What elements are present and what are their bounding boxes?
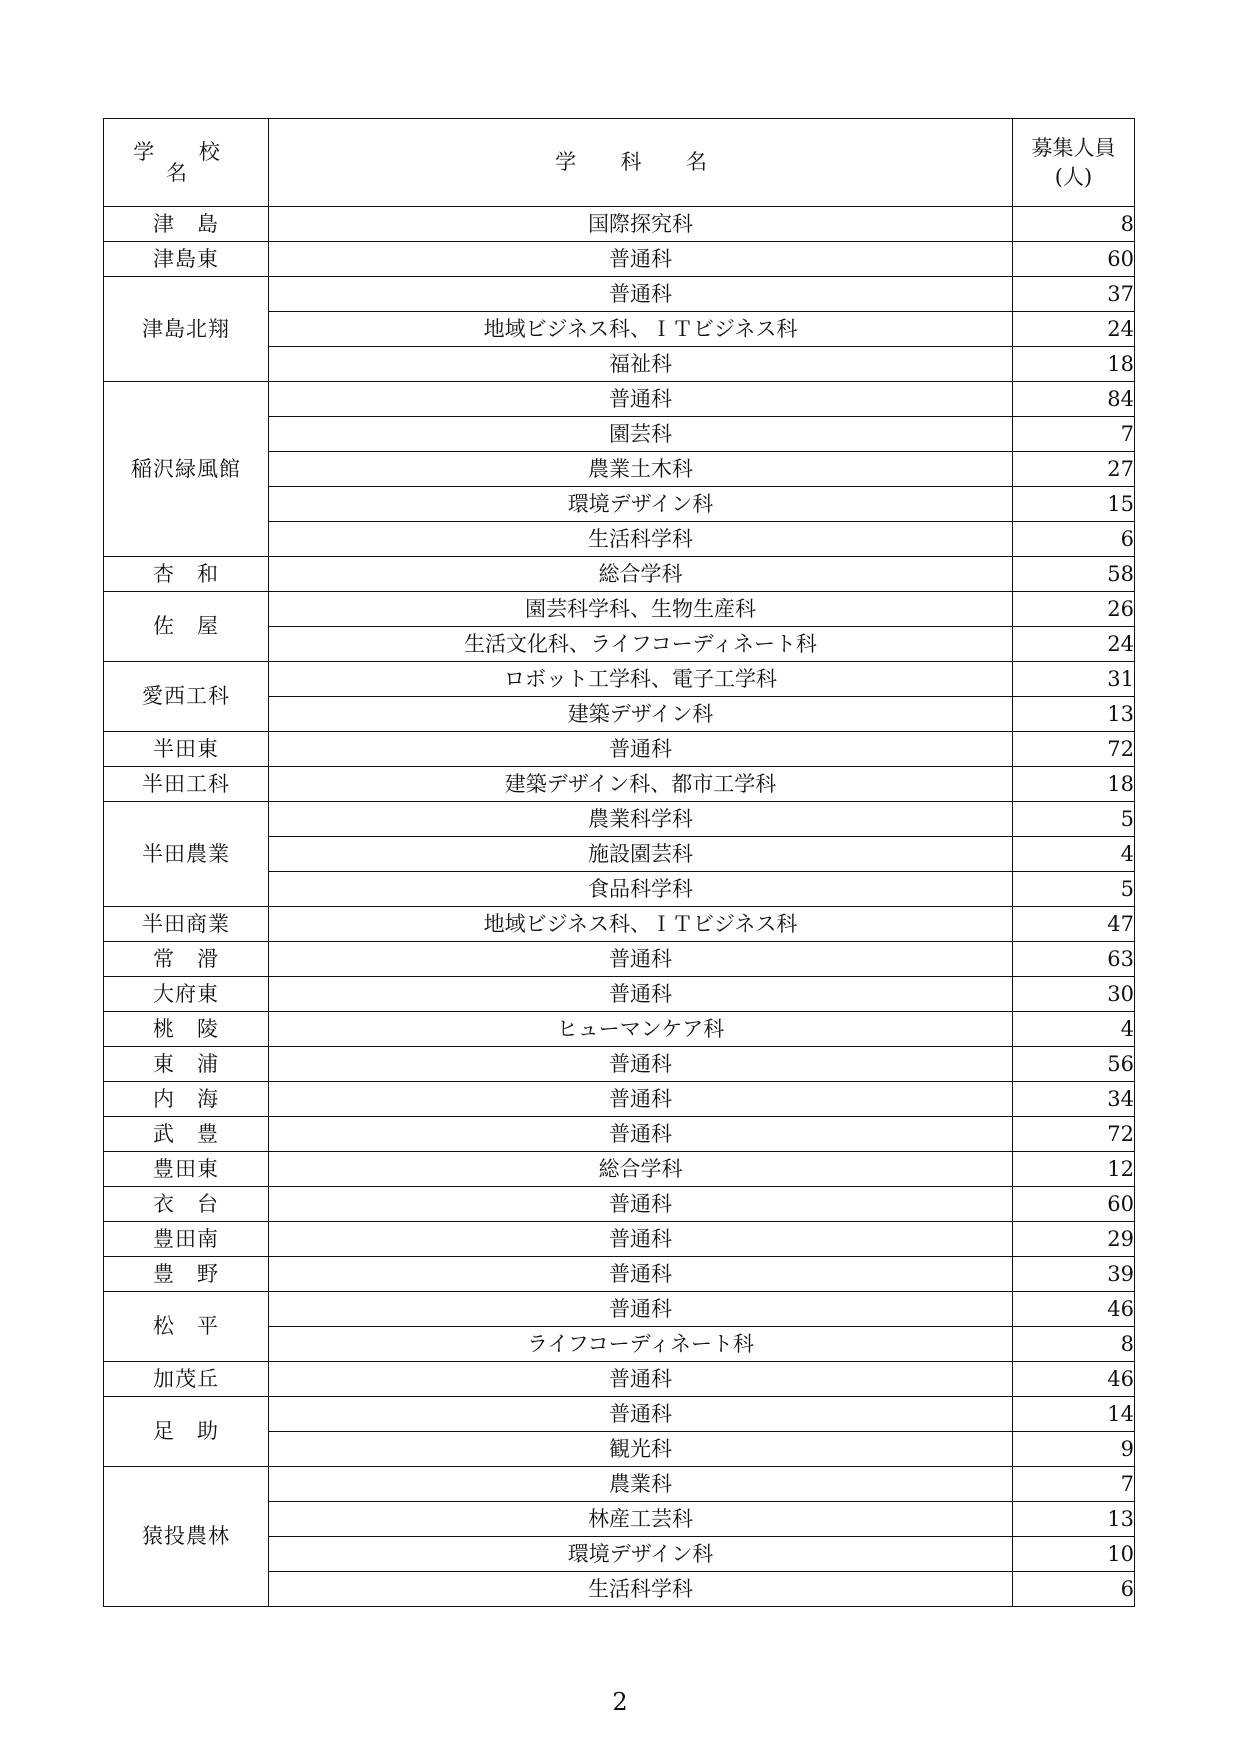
table-row bbox=[104, 1012, 1135, 1047]
table-row bbox=[104, 382, 1135, 417]
department-name-cell: 福祉科 bbox=[269, 347, 1013, 382]
department-name-cell: 環境デザイン科 bbox=[269, 1537, 1013, 1572]
recruitment-count-cell: 6 bbox=[1013, 522, 1135, 557]
department-name-cell: 総合学科 bbox=[269, 1152, 1013, 1187]
school-name-cell: 愛西工科 bbox=[104, 662, 269, 732]
school-name-cell: 豊田東 bbox=[104, 1152, 269, 1187]
table-row bbox=[104, 767, 1135, 802]
table-row bbox=[104, 1397, 1135, 1432]
department-name-cell: ロボット工学科、電子工学科 bbox=[269, 662, 1013, 697]
recruitment-count-cell: 46 bbox=[1013, 1292, 1135, 1327]
recruitment-count-cell: 13 bbox=[1013, 1502, 1135, 1537]
recruitment-count-cell: 63 bbox=[1013, 942, 1135, 977]
department-name-cell: 普通科 bbox=[269, 1292, 1013, 1327]
table-row bbox=[104, 1187, 1135, 1222]
school-name-cell: 加茂丘 bbox=[104, 1362, 269, 1397]
school-name-cell: 杏 和 bbox=[104, 557, 269, 592]
page-number: 2 bbox=[612, 1688, 628, 1716]
recruitment-count-cell: 34 bbox=[1013, 1082, 1135, 1117]
table-row bbox=[104, 662, 1135, 697]
table-row bbox=[104, 977, 1135, 1012]
school-name-cell: 桃 陵 bbox=[104, 1012, 269, 1047]
school-name-cell: 津 島 bbox=[104, 207, 269, 242]
school-name-header: 学 校 名 bbox=[104, 119, 269, 207]
recruitment-count-cell: 18 bbox=[1013, 767, 1135, 802]
table-row bbox=[104, 1082, 1135, 1117]
department-name-cell: 園芸科学科、生物生産科 bbox=[269, 592, 1013, 627]
recruitment-count-cell: 4 bbox=[1013, 837, 1135, 872]
school-name-cell: 衣 台 bbox=[104, 1187, 269, 1222]
recruitment-count-cell: 4 bbox=[1013, 1012, 1135, 1047]
recruitment-count-cell: 9 bbox=[1013, 1432, 1135, 1467]
department-name-cell: 施設園芸科 bbox=[269, 837, 1013, 872]
recruitment-table bbox=[103, 118, 1135, 1607]
recruitment-count-header: 募集人員 (人) bbox=[1013, 119, 1135, 207]
recruitment-count-cell: 56 bbox=[1013, 1047, 1135, 1082]
department-name-cell: 国際探究科 bbox=[269, 207, 1013, 242]
recruitment-count-cell: 27 bbox=[1013, 452, 1135, 487]
department-name-cell: 林産工芸科 bbox=[269, 1502, 1013, 1537]
school-name-cell: 半田東 bbox=[104, 732, 269, 767]
recruitment-count-cell: 7 bbox=[1013, 1467, 1135, 1502]
department-name-cell: 環境デザイン科 bbox=[269, 487, 1013, 522]
recruitment-count-cell: 60 bbox=[1013, 242, 1135, 277]
recruitment-count-cell: 13 bbox=[1013, 697, 1135, 732]
department-name-cell: 普通科 bbox=[269, 1397, 1013, 1432]
department-name-cell: 生活科学科 bbox=[269, 522, 1013, 557]
department-name-cell: 普通科 bbox=[269, 1082, 1013, 1117]
table-row bbox=[104, 732, 1135, 767]
table-row bbox=[104, 1222, 1135, 1257]
table-row bbox=[104, 592, 1135, 627]
table-row bbox=[104, 1467, 1135, 1502]
department-name-cell: 普通科 bbox=[269, 1047, 1013, 1082]
department-name-cell: 建築デザイン科 bbox=[269, 697, 1013, 732]
recruitment-count-cell: 8 bbox=[1013, 207, 1135, 242]
department-name-cell: 普通科 bbox=[269, 942, 1013, 977]
recruitment-count-cell: 37 bbox=[1013, 277, 1135, 312]
recruitment-count-cell: 60 bbox=[1013, 1187, 1135, 1222]
recruitment-count-cell: 8 bbox=[1013, 1327, 1135, 1362]
department-name-cell: 生活文化科、ライフコーディネート科 bbox=[269, 627, 1013, 662]
department-name-cell: 地域ビジネス科、ＩＴビジネス科 bbox=[269, 312, 1013, 347]
department-name-cell: 農業科 bbox=[269, 1467, 1013, 1502]
recruitment-count-cell: 29 bbox=[1013, 1222, 1135, 1257]
department-name-cell: 建築デザイン科、都市工学科 bbox=[269, 767, 1013, 802]
table-row bbox=[104, 1362, 1135, 1397]
recruitment-count-cell: 14 bbox=[1013, 1397, 1135, 1432]
department-name-cell: 普通科 bbox=[269, 732, 1013, 767]
table-row bbox=[104, 1257, 1135, 1292]
school-name-cell: 稲沢緑風館 bbox=[104, 382, 269, 557]
recruitment-count-cell: 58 bbox=[1013, 557, 1135, 592]
department-name-cell: 園芸科 bbox=[269, 417, 1013, 452]
recruitment-count-cell: 12 bbox=[1013, 1152, 1135, 1187]
school-name-cell: 佐 屋 bbox=[104, 592, 269, 662]
department-name-cell: 普通科 bbox=[269, 1222, 1013, 1257]
school-name-cell: 半田農業 bbox=[104, 802, 269, 907]
recruitment-count-cell: 18 bbox=[1013, 347, 1135, 382]
recruitment-count-cell: 5 bbox=[1013, 872, 1135, 907]
school-name-cell: 猿投農林 bbox=[104, 1467, 269, 1607]
table-body bbox=[104, 207, 1135, 1607]
table-row bbox=[104, 1152, 1135, 1187]
school-name-cell: 津島東 bbox=[104, 242, 269, 277]
recruitment-count-cell: 84 bbox=[1013, 382, 1135, 417]
school-name-cell: 松 平 bbox=[104, 1292, 269, 1362]
department-name-cell: ライフコーディネート科 bbox=[269, 1327, 1013, 1362]
table-row bbox=[104, 242, 1135, 277]
department-name-cell: 普通科 bbox=[269, 242, 1013, 277]
table-row bbox=[104, 1047, 1135, 1082]
recruitment-count-cell: 30 bbox=[1013, 977, 1135, 1012]
recruitment-count-cell: 15 bbox=[1013, 487, 1135, 522]
recruitment-count-cell: 7 bbox=[1013, 417, 1135, 452]
school-name-cell: 半田商業 bbox=[104, 907, 269, 942]
department-name-cell: 普通科 bbox=[269, 1117, 1013, 1152]
department-name-cell: 普通科 bbox=[269, 1257, 1013, 1292]
school-name-cell: 足 助 bbox=[104, 1397, 269, 1467]
school-name-cell: 豊 野 bbox=[104, 1257, 269, 1292]
department-name-cell: 生活科学科 bbox=[269, 1572, 1013, 1607]
recruitment-count-cell: 72 bbox=[1013, 1117, 1135, 1152]
department-name-cell: ヒューマンケア科 bbox=[269, 1012, 1013, 1047]
table-row bbox=[104, 557, 1135, 592]
recruitment-count-cell: 46 bbox=[1013, 1362, 1135, 1397]
department-name-header: 学 科 名 bbox=[269, 119, 1013, 207]
recruitment-count-cell: 31 bbox=[1013, 662, 1135, 697]
recruitment-count-cell: 26 bbox=[1013, 592, 1135, 627]
school-name-cell: 豊田南 bbox=[104, 1222, 269, 1257]
recruitment-count-cell: 24 bbox=[1013, 312, 1135, 347]
school-name-cell: 内 海 bbox=[104, 1082, 269, 1117]
table-row bbox=[104, 942, 1135, 977]
department-name-cell: 普通科 bbox=[269, 277, 1013, 312]
school-name-cell: 津島北翔 bbox=[104, 277, 269, 382]
table-row bbox=[104, 907, 1135, 942]
recruitment-count-cell: 39 bbox=[1013, 1257, 1135, 1292]
department-name-cell: 農業科学科 bbox=[269, 802, 1013, 837]
table-row bbox=[104, 802, 1135, 837]
department-name-cell: 食品科学科 bbox=[269, 872, 1013, 907]
department-name-cell: 普通科 bbox=[269, 382, 1013, 417]
department-name-cell: 総合学科 bbox=[269, 557, 1013, 592]
school-name-cell: 半田工科 bbox=[104, 767, 269, 802]
recruitment-count-cell: 72 bbox=[1013, 732, 1135, 767]
table-header-row bbox=[104, 119, 1135, 207]
recruitment-count-cell: 24 bbox=[1013, 627, 1135, 662]
school-name-cell: 東 浦 bbox=[104, 1047, 269, 1082]
recruitment-count-cell: 47 bbox=[1013, 907, 1135, 942]
department-name-cell: 普通科 bbox=[269, 1362, 1013, 1397]
recruitment-count-cell: 6 bbox=[1013, 1572, 1135, 1607]
school-name-cell: 武 豊 bbox=[104, 1117, 269, 1152]
department-name-cell: 普通科 bbox=[269, 977, 1013, 1012]
department-name-cell: 農業土木科 bbox=[269, 452, 1013, 487]
department-name-cell: 観光科 bbox=[269, 1432, 1013, 1467]
table-row bbox=[104, 1292, 1135, 1327]
table-row bbox=[104, 207, 1135, 242]
department-name-cell: 普通科 bbox=[269, 1187, 1013, 1222]
school-name-cell: 常 滑 bbox=[104, 942, 269, 977]
recruitment-count-cell: 10 bbox=[1013, 1537, 1135, 1572]
table-row bbox=[104, 1117, 1135, 1152]
recruitment-count-cell: 5 bbox=[1013, 802, 1135, 837]
school-name-cell: 大府東 bbox=[104, 977, 269, 1012]
department-name-cell: 地域ビジネス科、ＩＴビジネス科 bbox=[269, 907, 1013, 942]
table-row bbox=[104, 277, 1135, 312]
